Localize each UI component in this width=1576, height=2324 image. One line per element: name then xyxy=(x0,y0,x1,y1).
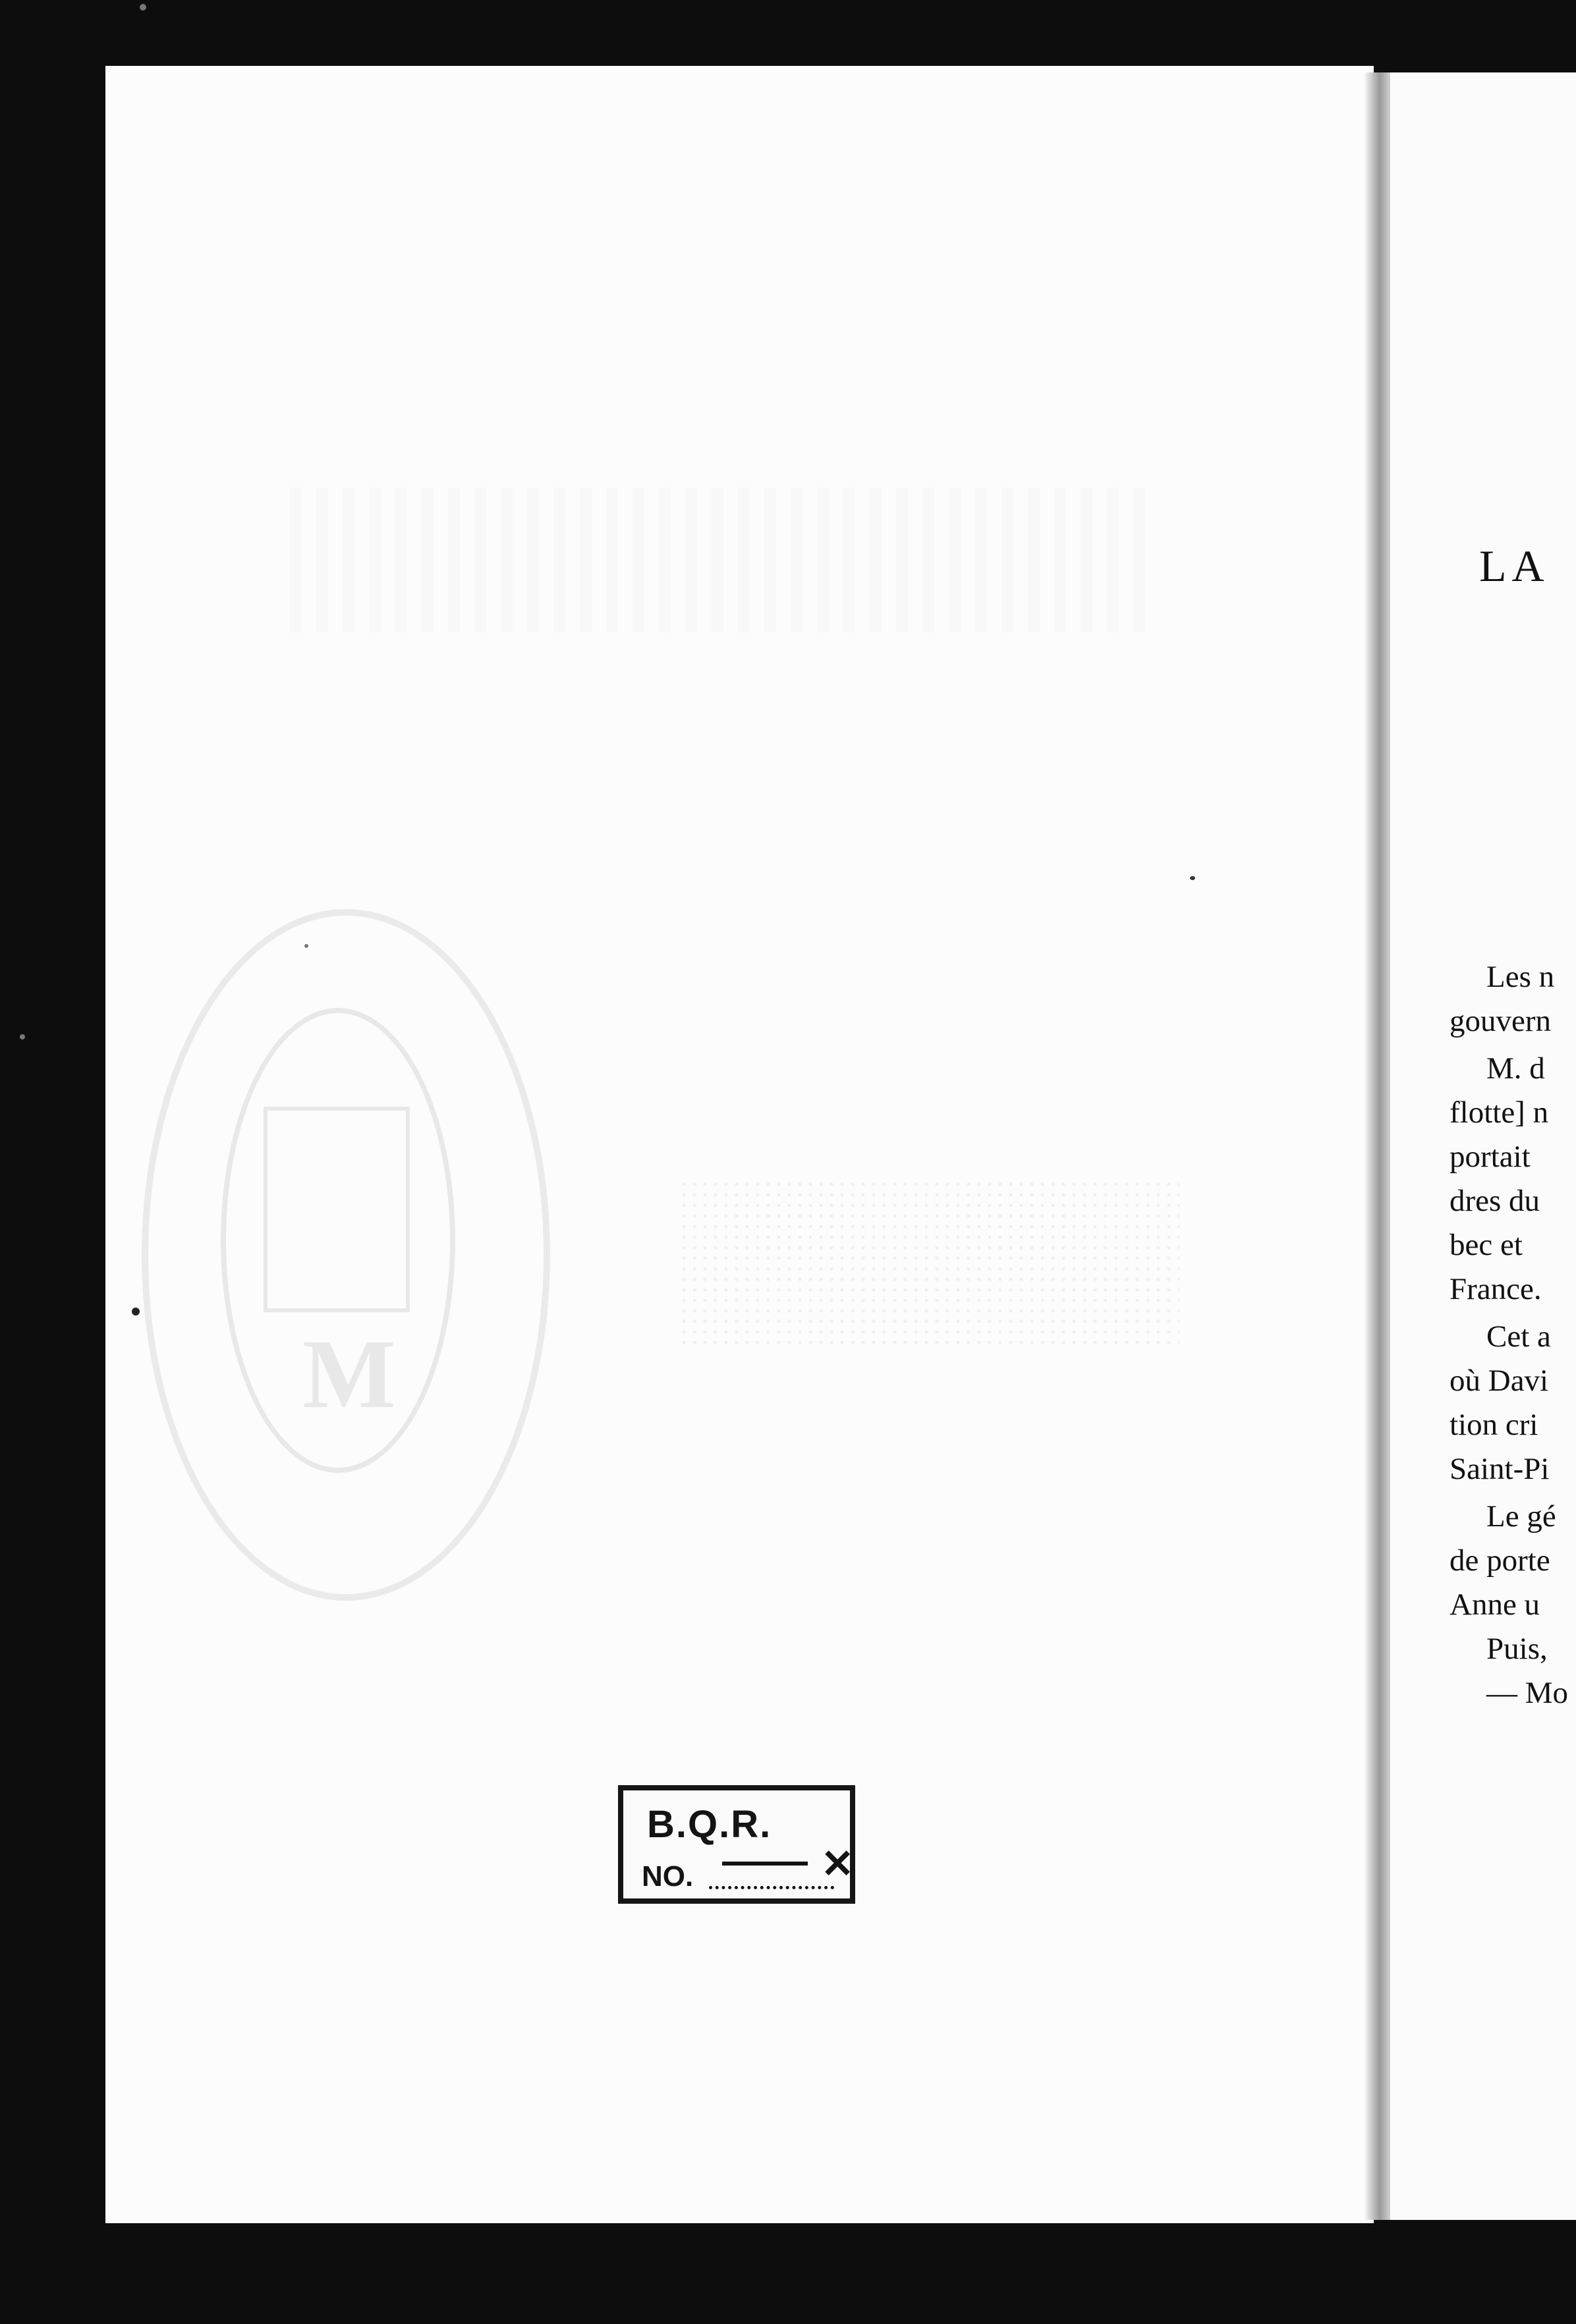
scan-speck xyxy=(132,1308,140,1315)
scan-speck xyxy=(140,4,146,11)
bqr-stamp-title: B.Q.R. xyxy=(647,1803,772,1846)
scan-speck xyxy=(20,1034,25,1039)
book-gutter-shadow xyxy=(1364,72,1390,2220)
text-line: Anne u xyxy=(1449,1588,1540,1622)
text-line: bec et xyxy=(1449,1228,1523,1262)
text-line: Cet a xyxy=(1486,1319,1551,1354)
text-line: où Davi xyxy=(1449,1364,1549,1398)
faded-seal-monogram: M xyxy=(302,1319,396,1429)
text-line: de porte xyxy=(1449,1543,1550,1578)
faded-show-through-text xyxy=(679,1179,1179,1344)
text-line: M. d xyxy=(1486,1051,1545,1086)
bqr-library-stamp xyxy=(618,1785,855,1904)
bqr-stamp-number-label: NO. xyxy=(642,1860,694,1893)
text-line: France. xyxy=(1449,1272,1542,1306)
text-line: gouvern xyxy=(1449,1004,1552,1038)
text-line: portait xyxy=(1449,1140,1531,1174)
chapter-heading: LA xyxy=(1479,541,1550,591)
scan-speck xyxy=(1190,876,1195,880)
text-line: dres du xyxy=(1449,1184,1540,1218)
bqr-stamp-number-line xyxy=(709,1886,834,1889)
text-line: Les n xyxy=(1486,960,1555,994)
text-line: Puis, xyxy=(1486,1632,1548,1666)
body-text xyxy=(1449,955,1576,1715)
text-line: tion cri xyxy=(1449,1408,1538,1442)
scan-speck xyxy=(304,944,308,948)
text-line: Saint-Pi xyxy=(1449,1452,1550,1486)
text-line: Le gé xyxy=(1486,1499,1556,1534)
text-line: — Mo xyxy=(1486,1676,1569,1710)
bqr-stamp-rule xyxy=(722,1862,808,1866)
bqr-stamp-cross-mark: ✕ xyxy=(821,1842,855,1886)
faded-seal-book-emblem xyxy=(264,1107,410,1312)
text-line: flotte] n xyxy=(1449,1095,1549,1130)
